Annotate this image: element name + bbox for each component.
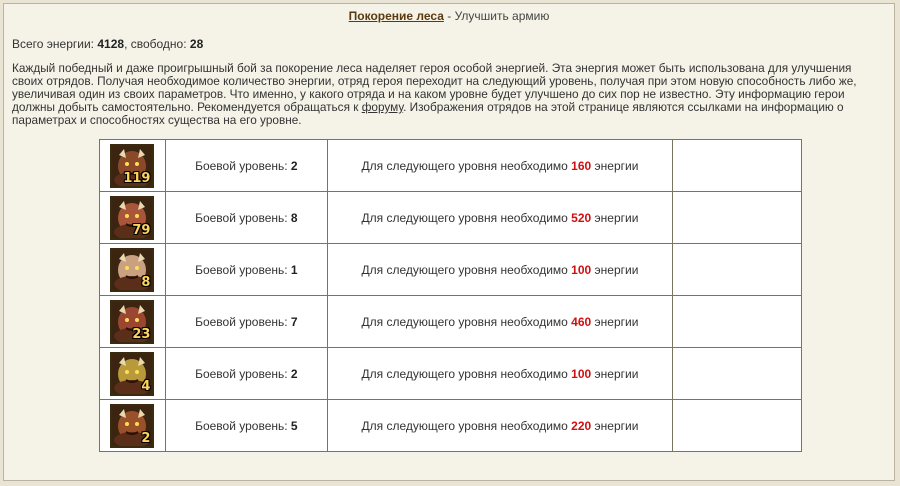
required-energy-value: 100: [571, 262, 592, 277]
forest-conquest-link[interactable]: Покорение леса: [348, 9, 444, 23]
energy-free-value: 28: [189, 37, 204, 51]
unit-row: [100, 140, 802, 192]
unit-count: 79: [132, 222, 151, 238]
title-separator: -: [443, 9, 455, 23]
unit-image-cell: [100, 348, 166, 400]
required-energy-value: 100: [571, 366, 592, 381]
unit-action-cell: [673, 348, 802, 400]
unit-image-cell: [100, 192, 166, 244]
unit-row: [100, 192, 802, 244]
unit-row: [100, 244, 802, 296]
required-energy-value: 520: [571, 210, 592, 225]
title-subtitle: Улучшить армию: [454, 9, 550, 23]
requirement-suffix: энергии: [591, 418, 639, 433]
unit-count: 8: [141, 274, 151, 290]
unit-requirement-cell: [327, 296, 672, 348]
level-value: 5: [290, 418, 298, 433]
unit-count: 119: [123, 170, 151, 186]
unit-action-cell: [673, 400, 802, 452]
unit-action-cell: [673, 140, 802, 192]
requirement-suffix: энергии: [591, 158, 639, 173]
unit-requirement-cell: [327, 140, 672, 192]
unit-requirement-cell: [327, 400, 672, 452]
unit-image-cell: [100, 296, 166, 348]
unit-row: [100, 348, 802, 400]
level-value: 2: [290, 158, 298, 173]
unit-level-cell: [165, 192, 327, 244]
orc-warrior-portrait-icon[interactable]: [110, 404, 154, 448]
pit-lord-portrait-icon[interactable]: [110, 300, 154, 344]
unit-requirement-cell: [327, 192, 672, 244]
unit-image-cell: [100, 244, 166, 296]
requirement-prefix: Для следующего уровня необходимо: [361, 210, 572, 225]
description-part-1: Каждый победный и даже проигрышный бой за покорение леса наделяет героя особой энергией. Эта энергия может быть использована для улучшения своих отрядов. Получая необходимое количество энергии, отряд героя переходит на следующий уровень, получая при этом новую способность либо же, увеличивая один из своих параметров. Что именно, у какого отряда и на каком уровне будет улучшено до сих пор не известно. Эту информацию герои должны добыть самостоятельно. Рекомендуется обращаться к: [12, 61, 857, 114]
units-table: [99, 139, 802, 452]
requirement-suffix: энергии: [591, 314, 639, 329]
level-label: Боевой уровень:: [195, 210, 291, 225]
requirement-prefix: Для следующего уровня необходимо: [361, 366, 572, 381]
required-energy-value: 220: [571, 418, 592, 433]
level-label: Боевой уровень:: [195, 262, 291, 277]
description-part-2: . Изображения отрядов на этой странице являются ссылками на информацию о параметрах и способностях существа на его уровне.: [12, 100, 844, 127]
unit-requirement-cell: [327, 244, 672, 296]
level-label: Боевой уровень:: [195, 314, 291, 329]
requirement-prefix: Для следующего уровня необходимо: [361, 158, 572, 173]
description-text: [12, 62, 882, 127]
demon-portrait-icon[interactable]: [110, 144, 154, 188]
unit-requirement-cell: [327, 348, 672, 400]
unit-count: 23: [132, 326, 151, 342]
unit-image-cell: [100, 400, 166, 452]
unit-level-cell: [165, 348, 327, 400]
unit-action-cell: [673, 244, 802, 296]
requirement-suffix: энергии: [591, 262, 639, 277]
requirement-suffix: энергии: [591, 366, 639, 381]
unit-row: [100, 400, 802, 452]
unit-count: 4: [141, 378, 151, 394]
page-title: [4, 9, 894, 23]
level-label: Боевой уровень:: [195, 418, 291, 433]
unit-row: [100, 296, 802, 348]
level-value: 2: [290, 366, 298, 381]
requirement-prefix: Для следующего уровня необходимо: [361, 262, 572, 277]
energy-total-label: Всего энергии:: [12, 37, 98, 51]
energy-total-value: 4128: [97, 37, 125, 51]
level-value: 1: [290, 262, 298, 277]
level-value: 7: [290, 314, 298, 329]
energy-summary: [12, 37, 203, 51]
forum-link[interactable]: форуму: [361, 100, 404, 114]
level-label: Боевой уровень:: [195, 158, 291, 173]
unit-action-cell: [673, 192, 802, 244]
hell-hound-portrait-icon[interactable]: [110, 352, 154, 396]
unit-image-cell: [100, 140, 166, 192]
imp-portrait-icon[interactable]: [110, 248, 154, 292]
unit-level-cell: [165, 244, 327, 296]
horned-demon-portrait-icon[interactable]: [110, 196, 154, 240]
required-energy-value: 460: [571, 314, 592, 329]
requirement-suffix: энергии: [591, 210, 639, 225]
energy-free-label: , свободно:: [124, 37, 190, 51]
unit-count: 2: [141, 430, 151, 446]
unit-level-cell: [165, 400, 327, 452]
unit-level-cell: [165, 140, 327, 192]
unit-level-cell: [165, 296, 327, 348]
unit-action-cell: [673, 296, 802, 348]
required-energy-value: 160: [571, 158, 592, 173]
level-label: Боевой уровень:: [195, 366, 291, 381]
requirement-prefix: Для следующего уровня необходимо: [361, 418, 572, 433]
requirement-prefix: Для следующего уровня необходимо: [361, 314, 572, 329]
level-value: 8: [290, 210, 298, 225]
